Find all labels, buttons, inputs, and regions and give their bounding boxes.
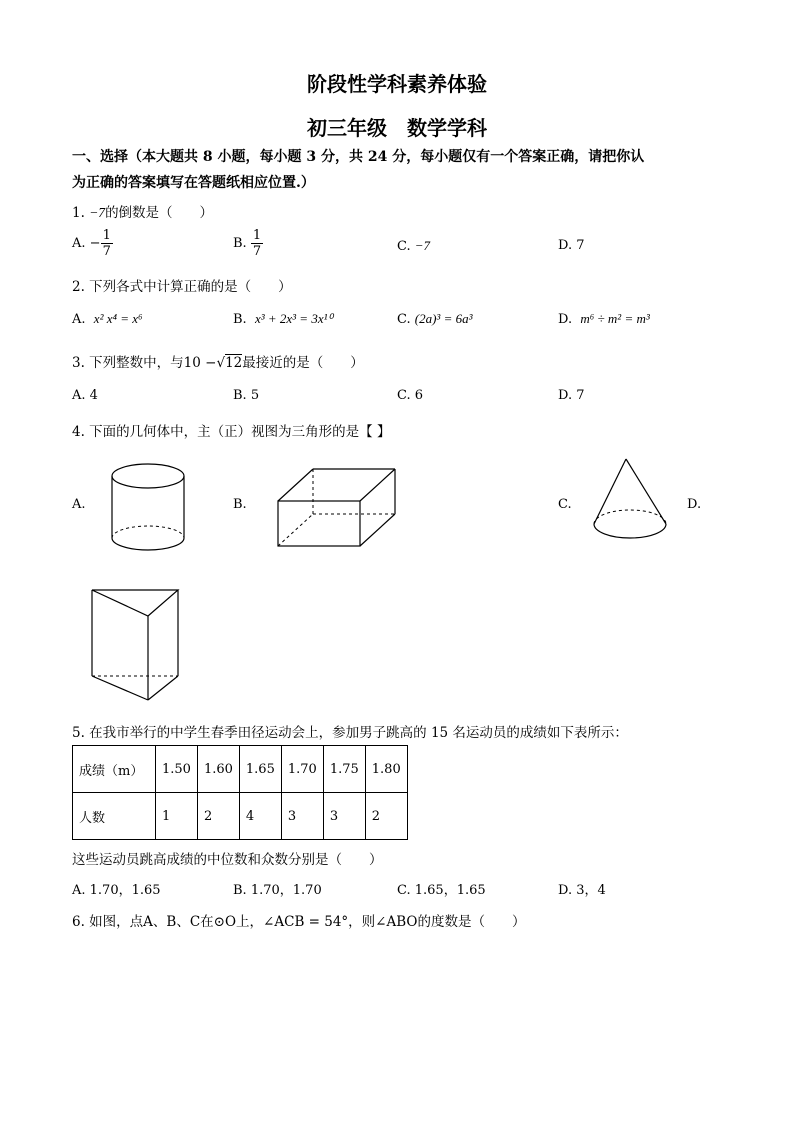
question-5-option-d: D. 3，4 (558, 883, 606, 898)
question-4-option-d-label: D. (687, 497, 702, 512)
section-heading-line2: 为正确的答案填写在答题纸相应位置.） (72, 175, 315, 191)
table-cell: 成绩（m） (73, 746, 156, 793)
table-cell: 1.80 (365, 746, 407, 793)
table-cell: 3 (323, 793, 365, 840)
question-2-option-b: B. x³ + 2x³ = 3x¹⁰ (233, 311, 333, 327)
table-cell: 1.75 (323, 746, 365, 793)
page-subtitle: 初三年级 数学学科 (307, 116, 487, 140)
question-3-option-c: C. 6 (397, 388, 424, 403)
table-cell: 2 (197, 793, 239, 840)
question-1-option-a: A. − $\frac{1}{7}$ (72, 228, 111, 259)
triangular-prism-figure (88, 586, 182, 704)
question-6-stem: 6. 如图，点A、B、C在⊙O上，∠ACB = 54°，则∠ABO的度数是（ ） (72, 914, 526, 930)
question-4-option-a-label: A. (72, 497, 86, 512)
question-3-option-a: A. 4 (72, 388, 98, 403)
question-1-option-b: B. $\frac{1}{7}$ (233, 228, 262, 259)
question-5-question: 这些运动员跳高成绩的中位数和众数分别是（ ） (72, 852, 383, 868)
page-title: 阶段性学科素养体验 (307, 72, 487, 96)
table-row (73, 746, 408, 793)
question-4-option-c-label: C. (558, 497, 572, 512)
table-cell: 2 (365, 793, 407, 840)
question-5-option-a: A. 1.70，1.65 (72, 883, 161, 898)
table-cell: 4 (239, 793, 281, 840)
question-1-option-d: D. 7 (558, 238, 585, 253)
question-4-option-b-label: B. (233, 497, 247, 512)
fraction: $\frac{1}{7}$ (252, 228, 262, 259)
fraction: $\frac{1}{7}$ (102, 228, 111, 259)
cuboid-figure (275, 466, 400, 550)
question-3-expr: 10 −√12 (183, 355, 243, 371)
sqrt-icon: √ (216, 355, 226, 371)
question-2-option-d: D. m⁶ ÷ m² = m³ (558, 311, 650, 327)
score-table (72, 745, 408, 840)
question-5-stem: 5. 在我市举行的中学生春季田径运动会上，参加男子跳高的 15 名运动员的成绩如下表所示： (72, 725, 628, 741)
table-cell: 人数 (73, 793, 156, 840)
question-1-expr: −7 (89, 205, 106, 220)
question-1-stem (72, 201, 213, 221)
table-cell: 3 (281, 793, 323, 840)
section-heading-line1: 一、选择（本大题共 8 小题，每小题 3 分，共 24 分，每小题仅有一个答案正确，请把你认 (72, 149, 645, 165)
question-3-option-d: D. 7 (558, 388, 585, 403)
question-3-stem: 3. 下列整数中，与10 −√12最接近的是（ ） (72, 355, 364, 371)
question-4-stem: 4. 下面的几何体中，主（正）视图为三角形的是【 】 (72, 424, 391, 440)
question-3-option-b: B. 5 (233, 388, 260, 403)
table-cell: 1.60 (197, 746, 239, 793)
table-cell: 1 (156, 793, 198, 840)
question-2-option-c: C. (2a)³ = 6a³ (397, 311, 473, 327)
question-5-option-b: B. 1.70，1.70 (233, 883, 322, 898)
question-1-number: 1. (72, 205, 85, 221)
question-2-stem: 2. 下列各式中计算正确的是（ ） (72, 279, 292, 295)
table-cell: 1.50 (156, 746, 198, 793)
question-2-option-a: A. x² x⁴ = x⁶ (72, 311, 143, 327)
cylinder-figure (108, 458, 188, 558)
table-cell: 1.65 (239, 746, 281, 793)
table-row (73, 793, 408, 840)
question-5-option-c: C. 1.65，1.65 (397, 883, 486, 898)
question-1-text: 的倒数是（ ） (105, 205, 214, 221)
question-1-option-c: C. −7 (397, 238, 431, 254)
cone-figure (590, 456, 672, 544)
table-cell: 1.70 (281, 746, 323, 793)
